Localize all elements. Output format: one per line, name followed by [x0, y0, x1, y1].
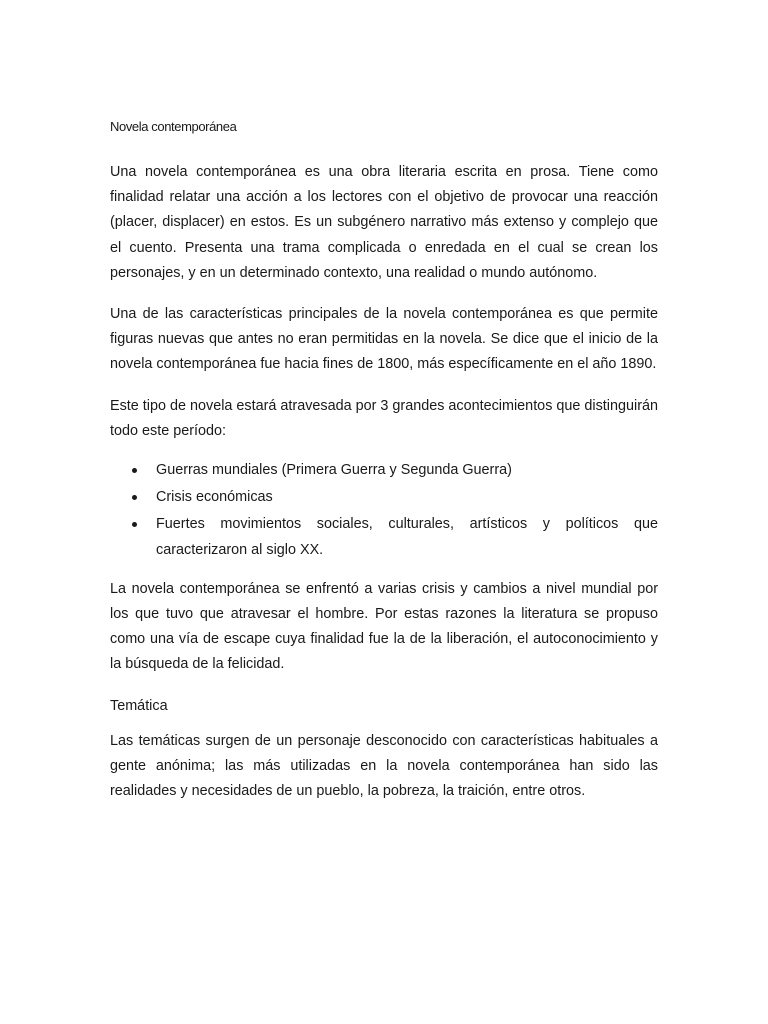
- bullet-text-1: Guerras mundiales (Primera Guerra y Segunda Guerra): [156, 462, 512, 479]
- section-heading-tematica: Temática: [110, 697, 168, 714]
- bullet-text-3: Fuertes movimientos sociales, culturales, artísticos y políticos que caracterizaron al siglo XX.: [156, 516, 658, 558]
- document-page: [110, 118, 658, 820]
- intro-paragraph-1: Una novela contemporánea es una obra literaria escrita en prosa. Tiene como finalidad relatar una acción a los lectores con el objetivo de provocar una reacción (placer, displacer) en estos. Es un subgénero narrativo más extenso y complejo que el cuento. Presenta una trama complicada o enredada en el cual se crean los personajes, y en un determinado contexto, una realidad o mundo autónomo.: [110, 164, 658, 281]
- intro-paragraph-3: Este tipo de novela estará atravesada por 3 grandes acontecimientos que distinguirán todo este período:: [110, 397, 658, 439]
- bullet-dot-icon: [132, 522, 137, 527]
- intro-paragraph-2: Una de las características principales de la novela contemporánea es que permite figuras nuevas que antes no eran permitidas en la novela. Se dice que el inicio de la novela contemporánea fue hacia fines de 1800, más específicamente en el año 1890.: [110, 306, 658, 373]
- bullet-item-2: [110, 485, 658, 510]
- events-bullet-list: [110, 458, 658, 563]
- document-title: Novela contemporánea: [110, 119, 237, 134]
- tematica-paragraph: Las temáticas surgen de un personaje desconocido con características habituales a gente anónima; las más utilizadas en la novela contemporánea han sido las realidades y necesidades de un pueblo, la pobreza, la traición, entre otros.: [110, 732, 658, 800]
- bullet-text-2: Crisis económicas: [156, 489, 273, 506]
- bullet-item-1: [110, 458, 658, 483]
- bullet-item-3: [110, 512, 658, 562]
- crisis-paragraph: La novela contemporánea se enfrentó a varias crisis y cambios a nivel mundial por los que tuvo que atravesar el hombre. Por estas razones la literatura se propuso como una vía de escape cuya finalidad fue la de la liberación, el autoconocimiento y la búsqueda de la felicidad.: [110, 580, 658, 673]
- bullet-dot-icon: [132, 468, 137, 473]
- bullet-dot-icon: [132, 495, 137, 500]
